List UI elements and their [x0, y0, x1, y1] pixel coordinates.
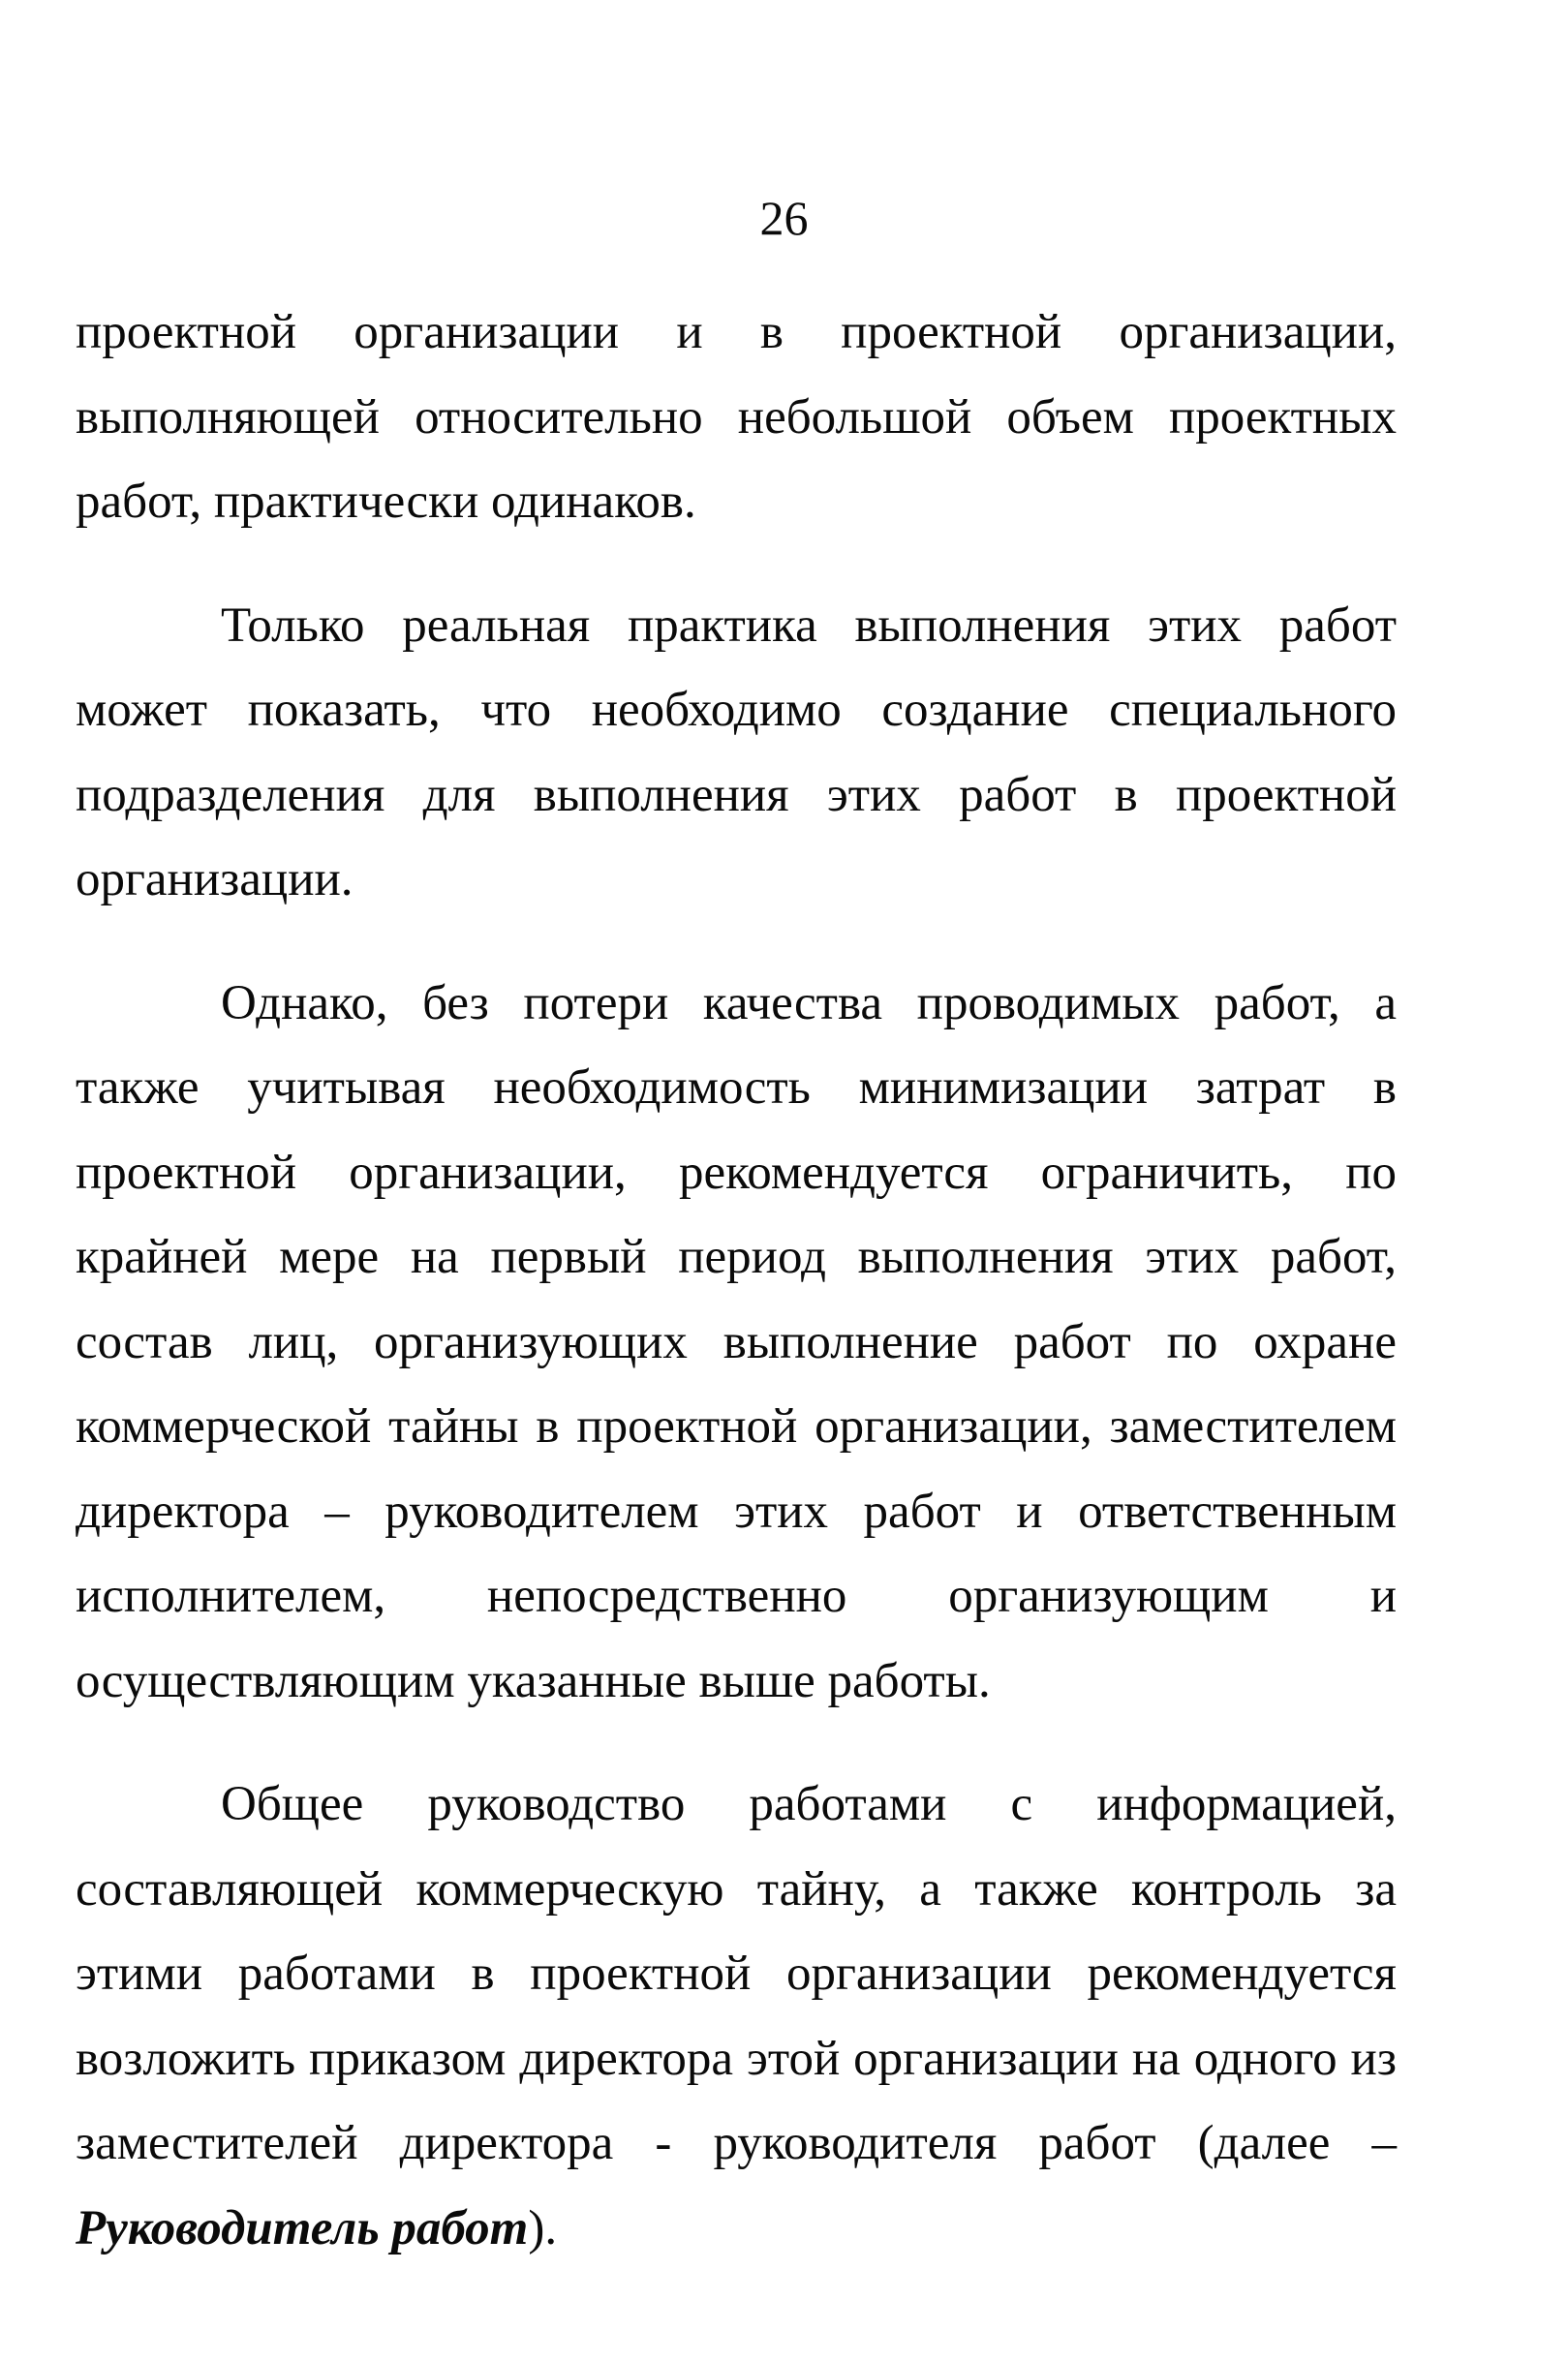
- paragraph-text-before-term: Общее руководство работами с информацией, составляющей коммерческую тайну, а также контроль за этими работами в проектной организации рекомендуется возложить приказом директора этой организации на одного из заместителей директора - руководителя работ (далее –: [76, 1777, 1397, 2170]
- body-text: [76, 291, 1397, 2271]
- paragraph-staffing: Однако, без потери качества проводимых работ, а также учитывая необходимость минимизации затрат в проектной организации, рекомендуется ограничить, по крайней мере на первый период выполнения этих работ, состав лиц, организующих выполнение работ по охране коммерческой тайны в проектной организации, заместителем директора – руководителем этих работ и ответственным исполнителем, непосредственно организующим и осуществляющим указанные выше работы.: [76, 975, 1397, 1708]
- page-number: 26: [759, 191, 809, 245]
- paragraph-general-management: [76, 1763, 1397, 2271]
- paragraph-practice: Только реальная практика выполнения этих работ может показать, что необходимо создание специального подразделения для выполнения этих работ в проектной организации.: [76, 598, 1397, 906]
- paragraph-continuation: проектной организации и в проектной организации, выполняющей относительно небольшой объем проектных работ, практически одинаков.: [76, 305, 1397, 529]
- paragraph-text-after-term: ).: [528, 2200, 558, 2255]
- defined-term: Руководитель работ: [76, 2200, 529, 2255]
